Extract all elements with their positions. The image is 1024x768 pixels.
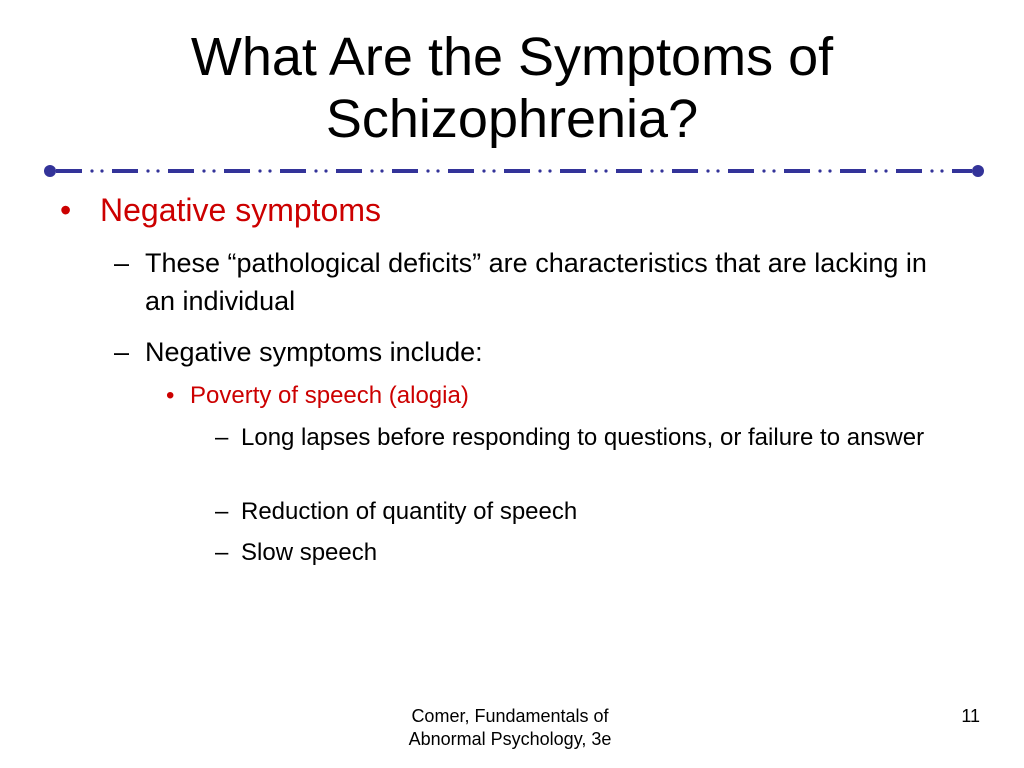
bullet-level4 — [215, 496, 965, 527]
footer-source-line: Abnormal Psychology, 3e — [408, 729, 612, 749]
bullet-level4 — [215, 537, 965, 568]
dash-marker: – — [114, 337, 130, 367]
footer-source — [385, 705, 635, 751]
bullet-text: Negative symptoms include: — [145, 337, 483, 367]
bullet-marker: • — [166, 382, 175, 409]
footer-source-line: Comer, Fundamentals of — [411, 706, 609, 726]
slide-title: What Are the Symptoms of Schizophrenia? — [190, 27, 834, 149]
dash-marker: – — [114, 248, 130, 278]
bullet-text: Negative symptoms — [100, 192, 381, 228]
bullet-level2 — [114, 333, 934, 371]
bullet-marker: • — [60, 192, 72, 228]
bullet-level4 — [215, 422, 965, 453]
dash-marker: – — [215, 498, 229, 525]
bullet-level3 — [166, 378, 469, 414]
bullet-text: Slow speech — [241, 539, 378, 566]
dash-marker: – — [215, 424, 229, 451]
dash-marker: – — [215, 539, 229, 566]
bullet-text: These “pathological deficits” are characteristics that are lacking in an individual — [145, 248, 927, 316]
bullet-text: Long lapses before responding to questions, or failure to answer — [241, 424, 925, 451]
bullet-text: Poverty of speech (alogia) — [190, 382, 469, 409]
bullet-level2 — [114, 244, 934, 320]
page-number: 11 — [961, 706, 980, 726]
bullet-level1 — [60, 190, 381, 230]
bullet-text: Reduction of quantity of speech — [241, 498, 578, 525]
